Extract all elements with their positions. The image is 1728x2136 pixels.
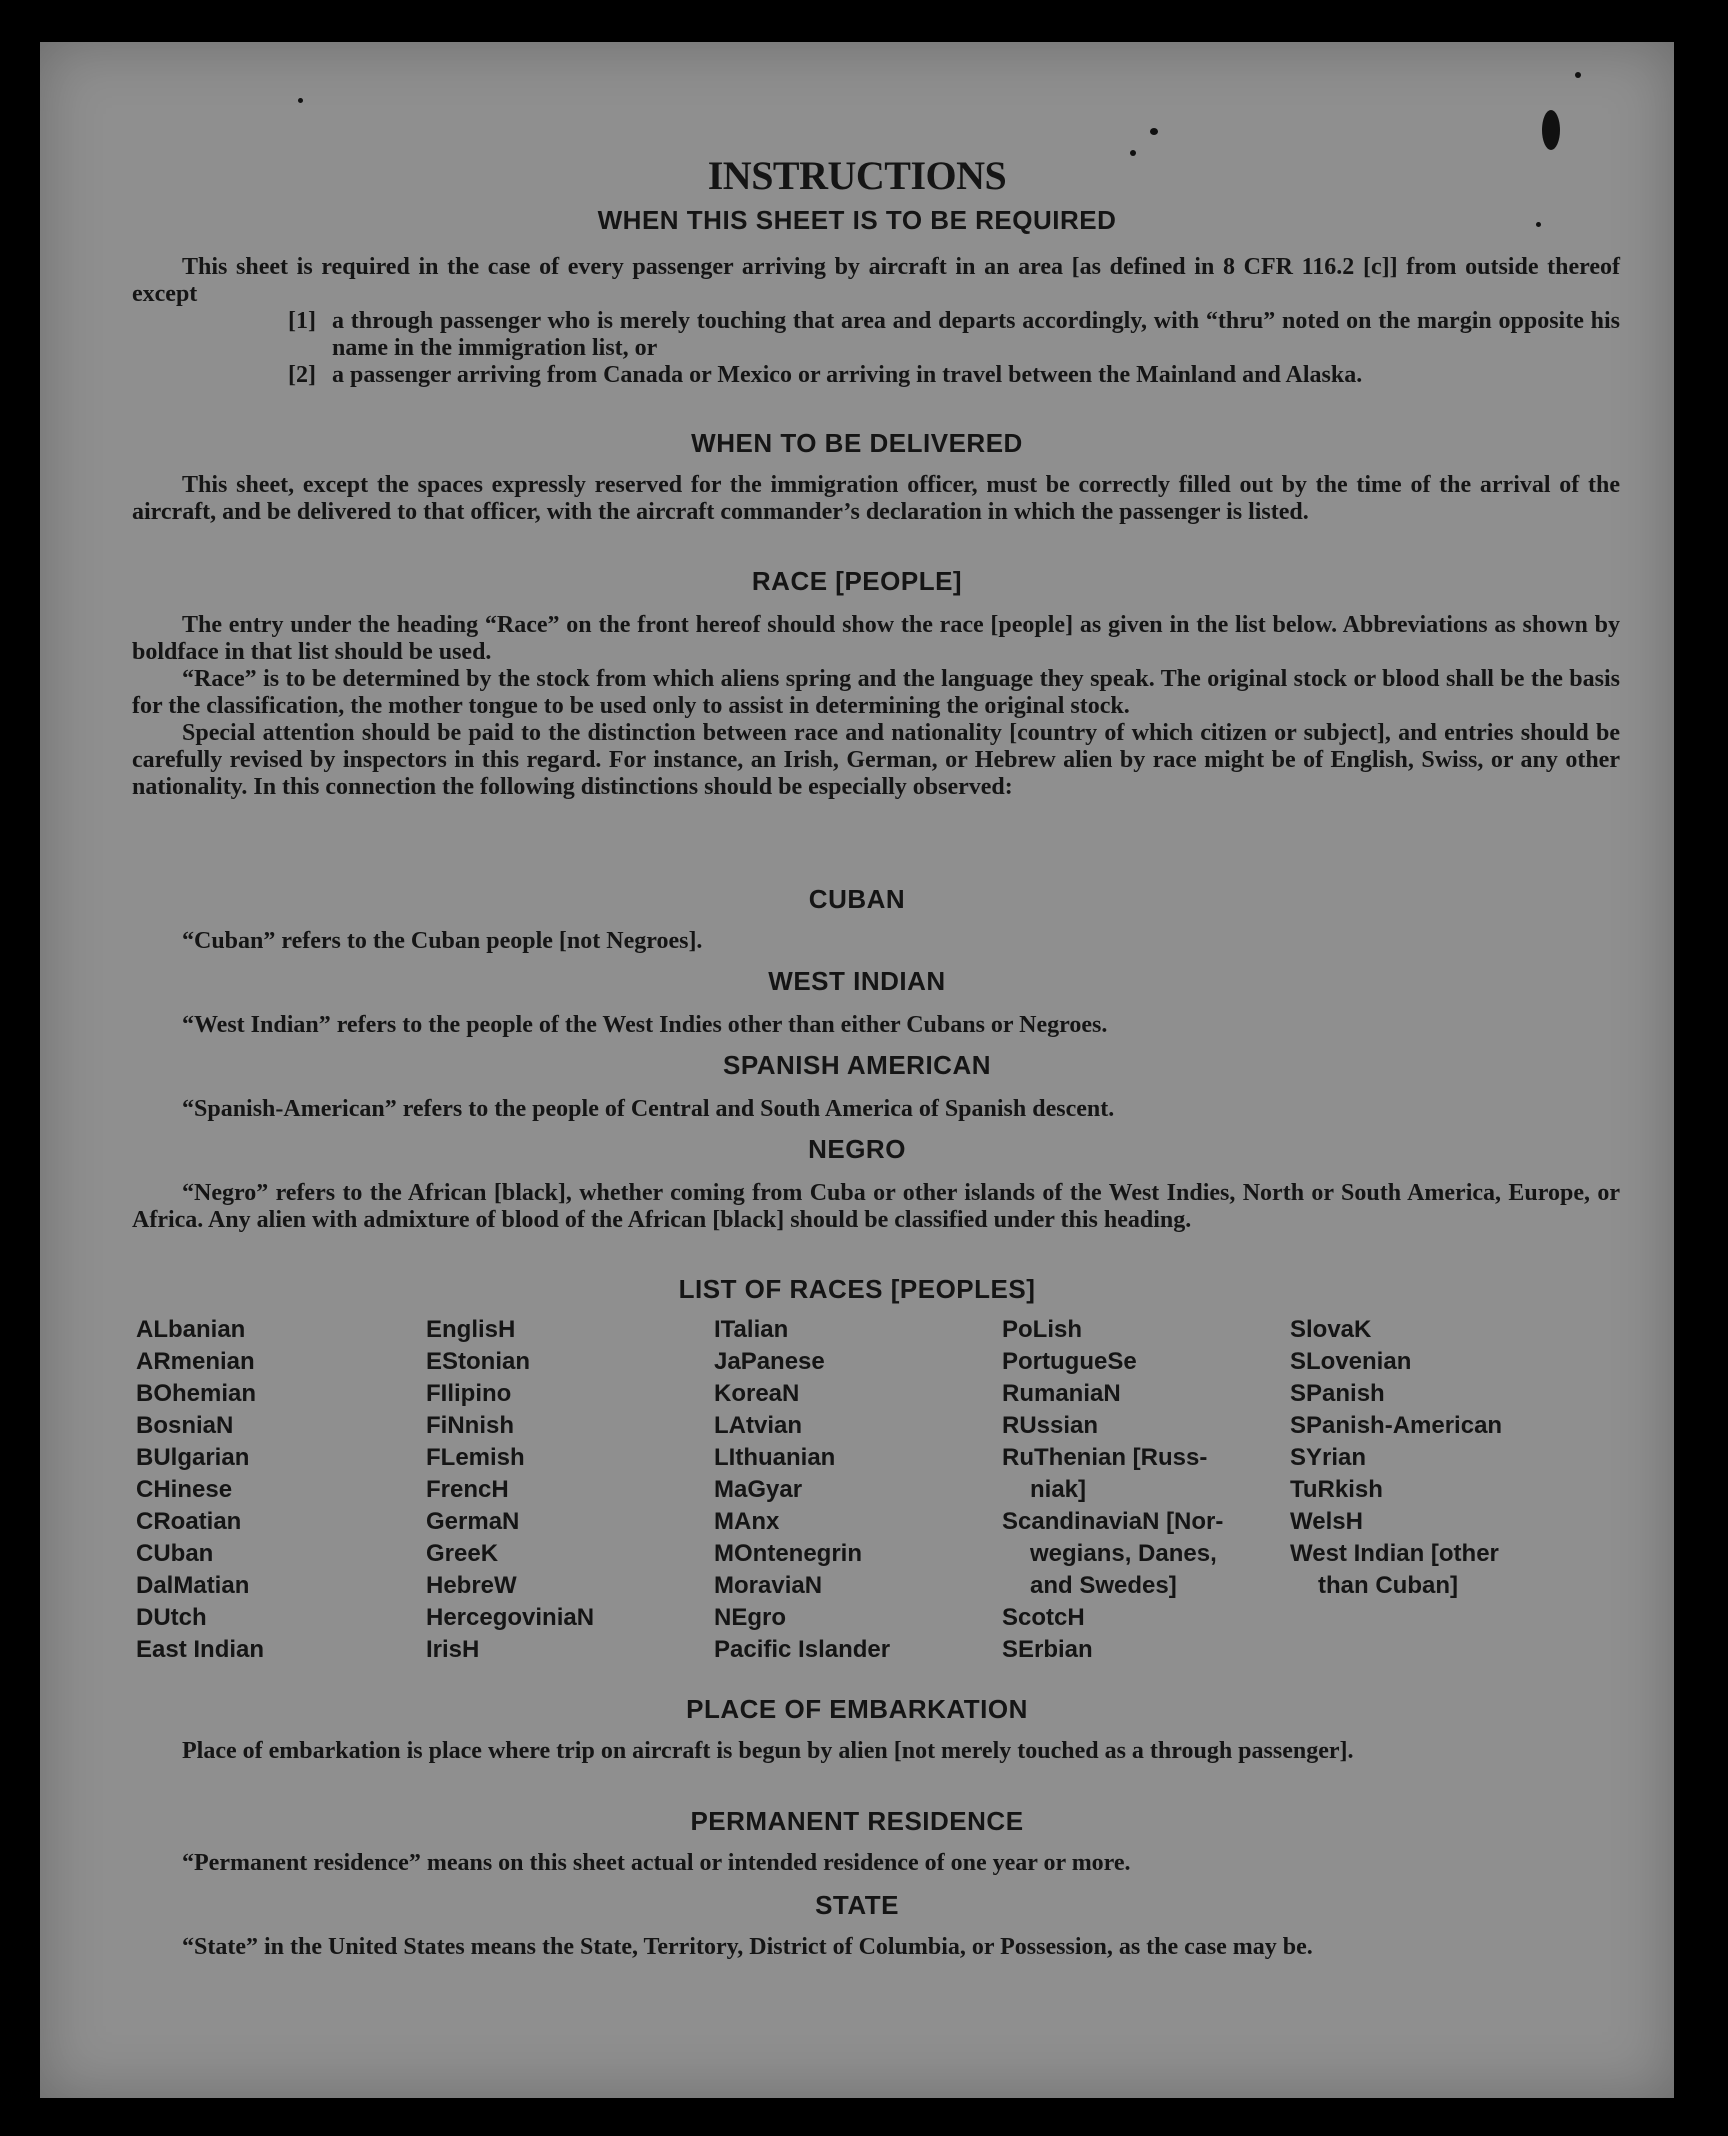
- race-entry-continuation: wegians, Danes,: [1030, 1540, 1217, 1567]
- race-entry: BOhemian: [136, 1380, 257, 1407]
- race-entry: LIthuanian: [714, 1444, 836, 1471]
- race-entry: FLemish: [426, 1444, 525, 1471]
- race-entry: MaGyar: [714, 1476, 803, 1503]
- race-entry: NEgro: [714, 1604, 786, 1631]
- ink-speck: [298, 98, 303, 103]
- ink-speck: [1150, 128, 1158, 135]
- race-entry: RuThenian [Russ-: [1002, 1444, 1208, 1471]
- text-west-indian: “West Indian” refers to the people of the West Indies other than either Cubans or Negroes.: [182, 1012, 1108, 1038]
- text-race-p3: Special attention should be paid to the distinction between race and nationality [country of which citizen or subject], and entries should be carefully revised by inspectors in this regard. For instance, an Irish, German, or Hebrew alien by race might be of English, Swiss, or any other nationality. In this connection the following distinctions should be especially observed:: [132, 720, 1620, 800]
- ink-speck: [1575, 72, 1581, 78]
- race-entry: RumaniaN: [1002, 1380, 1121, 1407]
- heading-spanish-american: SPANISH AMERICAN: [722, 1050, 991, 1080]
- race-entry: EnglisH: [426, 1316, 516, 1343]
- heading-west-indian: WEST INDIAN: [768, 966, 946, 996]
- race-entry: DUtch: [136, 1604, 207, 1631]
- text-cuban: “Cuban” refers to the Cuban people [not Negroes].: [182, 928, 703, 954]
- text-when-delivered: This sheet, except the spaces expressly reserved for the immigration officer, must be correctly filled out by the time of the arrival of the aircraft, and be delivered to that officer, with the aircraft commander’s declaration in which the passenger is listed.: [132, 472, 1620, 525]
- ink-speck: [1130, 150, 1136, 156]
- list-item-number: [2]: [288, 362, 316, 388]
- ink-blot: [1542, 110, 1560, 150]
- race-entry: SYrian: [1290, 1444, 1367, 1471]
- races-column-1: [136, 1314, 416, 1666]
- race-entry: DalMatian: [136, 1572, 250, 1599]
- race-entry: West Indian [other: [1290, 1540, 1499, 1567]
- list-item-text: a passenger arriving from Canada or Mexico or arriving in travel between the Mainland and Alaska.: [332, 362, 1363, 388]
- paragraph-race: [132, 612, 1620, 801]
- race-entry: FrencH: [426, 1476, 509, 1503]
- race-entry: WelsH: [1290, 1508, 1363, 1535]
- race-entry: PoLish: [1002, 1316, 1083, 1343]
- heading-list-of-races: LIST OF RACES [PEOPLES]: [678, 1274, 1036, 1304]
- text-state: “State” in the United States means the State, Territory, District of Columbia, or Possession, as the case may be.: [182, 1934, 1313, 1960]
- heading-race: RACE [PEOPLE]: [751, 566, 963, 596]
- race-entry-continuation: than Cuban]: [1318, 1572, 1458, 1599]
- race-entry-continuation: and Swedes]: [1030, 1572, 1177, 1599]
- heading-when-required: WHEN THIS SHEET IS TO BE REQUIRED: [597, 205, 1117, 235]
- race-entry: CRoatian: [136, 1508, 242, 1535]
- race-entry: GermaN: [426, 1508, 520, 1535]
- race-entry: EStonian: [426, 1348, 531, 1375]
- paragraph-embarkation: [132, 1738, 1620, 1765]
- list-item-text: a through passenger who is merely touching that area and departs accordingly, with “thru” noted on the margin opposite his name in the immigration list, or: [332, 308, 1620, 361]
- paragraph-spanish-american: [132, 1096, 1620, 1123]
- race-entry: ITalian: [714, 1316, 789, 1343]
- race-entry: BUlgarian: [136, 1444, 250, 1471]
- race-entry: SPanish: [1290, 1380, 1385, 1407]
- race-entry: GreeK: [426, 1540, 499, 1567]
- race-entry: ARmenian: [136, 1348, 255, 1375]
- race-entry: HebreW: [426, 1572, 517, 1599]
- heading-state: STATE: [815, 1890, 899, 1920]
- heading-place-of-embarkation: PLACE OF EMBARKATION: [686, 1694, 1028, 1724]
- races-column-4: [1002, 1314, 1282, 1666]
- race-entry: CUban: [136, 1540, 214, 1567]
- heading-when-delivered: WHEN TO BE DELIVERED: [691, 428, 1023, 458]
- paragraph-negro: [132, 1180, 1620, 1234]
- race-entry: SlovaK: [1290, 1316, 1372, 1343]
- race-entry: LAtvian: [714, 1412, 803, 1439]
- race-entry: MOntenegrin: [714, 1540, 862, 1567]
- race-entry: ScotcH: [1002, 1604, 1085, 1631]
- race-entry: SErbian: [1002, 1636, 1093, 1663]
- list-item-number: [1]: [288, 308, 316, 334]
- race-entry: PortugueSe: [1002, 1348, 1137, 1375]
- race-entry: RUssian: [1002, 1412, 1099, 1439]
- paragraph-state: [132, 1934, 1620, 1961]
- race-entry: MoraviaN: [714, 1572, 823, 1599]
- race-entry: KoreaN: [714, 1380, 800, 1407]
- text-when-required-intro: This sheet is required in the case of every passenger arriving by aircraft in an area [as defined in 8 CFR 116.2 [c]] from outside thereof except: [132, 254, 1620, 307]
- list-item-exception-2: [288, 362, 1620, 389]
- paragraph-when-delivered: [132, 472, 1620, 526]
- heading-negro: NEGRO: [808, 1134, 906, 1164]
- races-column-3: [714, 1314, 994, 1666]
- paragraph-residence: [132, 1850, 1620, 1877]
- race-entry: FIlipino: [426, 1380, 512, 1407]
- race-entry: ALbanian: [136, 1316, 246, 1343]
- race-entry: HercegoviniaN: [426, 1604, 595, 1631]
- race-entry: Pacific Islander: [714, 1636, 891, 1663]
- race-entry: FiNnish: [426, 1412, 514, 1439]
- text-race-p1: The entry under the heading “Race” on the front hereof should show the race [people] as given in the list below. Abbreviations as shown by boldface in that list should be used.: [132, 612, 1620, 665]
- paragraph-west-indian: [132, 1012, 1620, 1039]
- heading-permanent-residence: PERMANENT RESIDENCE: [690, 1806, 1024, 1836]
- list-item-exception-1: [288, 308, 1620, 362]
- text-residence: “Permanent residence” means on this sheet actual or intended residence of one year or more.: [182, 1850, 1131, 1876]
- races-column-5: [1290, 1314, 1570, 1602]
- race-entry: IrisH: [426, 1636, 480, 1663]
- text-spanish-american: “Spanish-American” refers to the people of Central and South America of Spanish descent.: [182, 1096, 1115, 1122]
- heading-cuban: CUBAN: [808, 884, 906, 914]
- race-entry: JaPanese: [714, 1348, 825, 1375]
- race-entry-continuation: niak]: [1030, 1476, 1087, 1503]
- text-negro: “Negro” refers to the African [black], whether coming from Cuba or other islands of the West Indies, North or South America, Europe, or Africa. Any alien with admixture of blood of the African [black] should be classified under this heading.: [132, 1180, 1620, 1233]
- race-entry: BosniaN: [136, 1412, 234, 1439]
- text-race-p2: “Race” is to be determined by the stock from which aliens spring and the language they speak. The original stock or blood shall be the basis for the classification, the mother tongue to be used only to assist in determining the original stock.: [132, 666, 1620, 719]
- ink-speck: [1536, 222, 1541, 227]
- race-entry: SPanish-American: [1290, 1412, 1503, 1439]
- races-column-2: [426, 1314, 706, 1666]
- race-entry: MAnx: [714, 1508, 780, 1535]
- race-entry: East Indian: [136, 1636, 265, 1663]
- paragraph-when-required-intro: [132, 254, 1620, 308]
- race-entry: SLovenian: [1290, 1348, 1412, 1375]
- race-entry: CHinese: [136, 1476, 233, 1503]
- text-embarkation: Place of embarkation is place where trip on aircraft is begun by alien [not merely touched as a through passenger].: [182, 1738, 1354, 1764]
- document-sheet: [40, 42, 1674, 2098]
- race-entry: TuRkish: [1290, 1476, 1383, 1503]
- paragraph-cuban: [132, 928, 1620, 955]
- race-entry: ScandinaviaN [Nor-: [1002, 1508, 1224, 1535]
- page-title: INSTRUCTIONS: [707, 153, 1007, 198]
